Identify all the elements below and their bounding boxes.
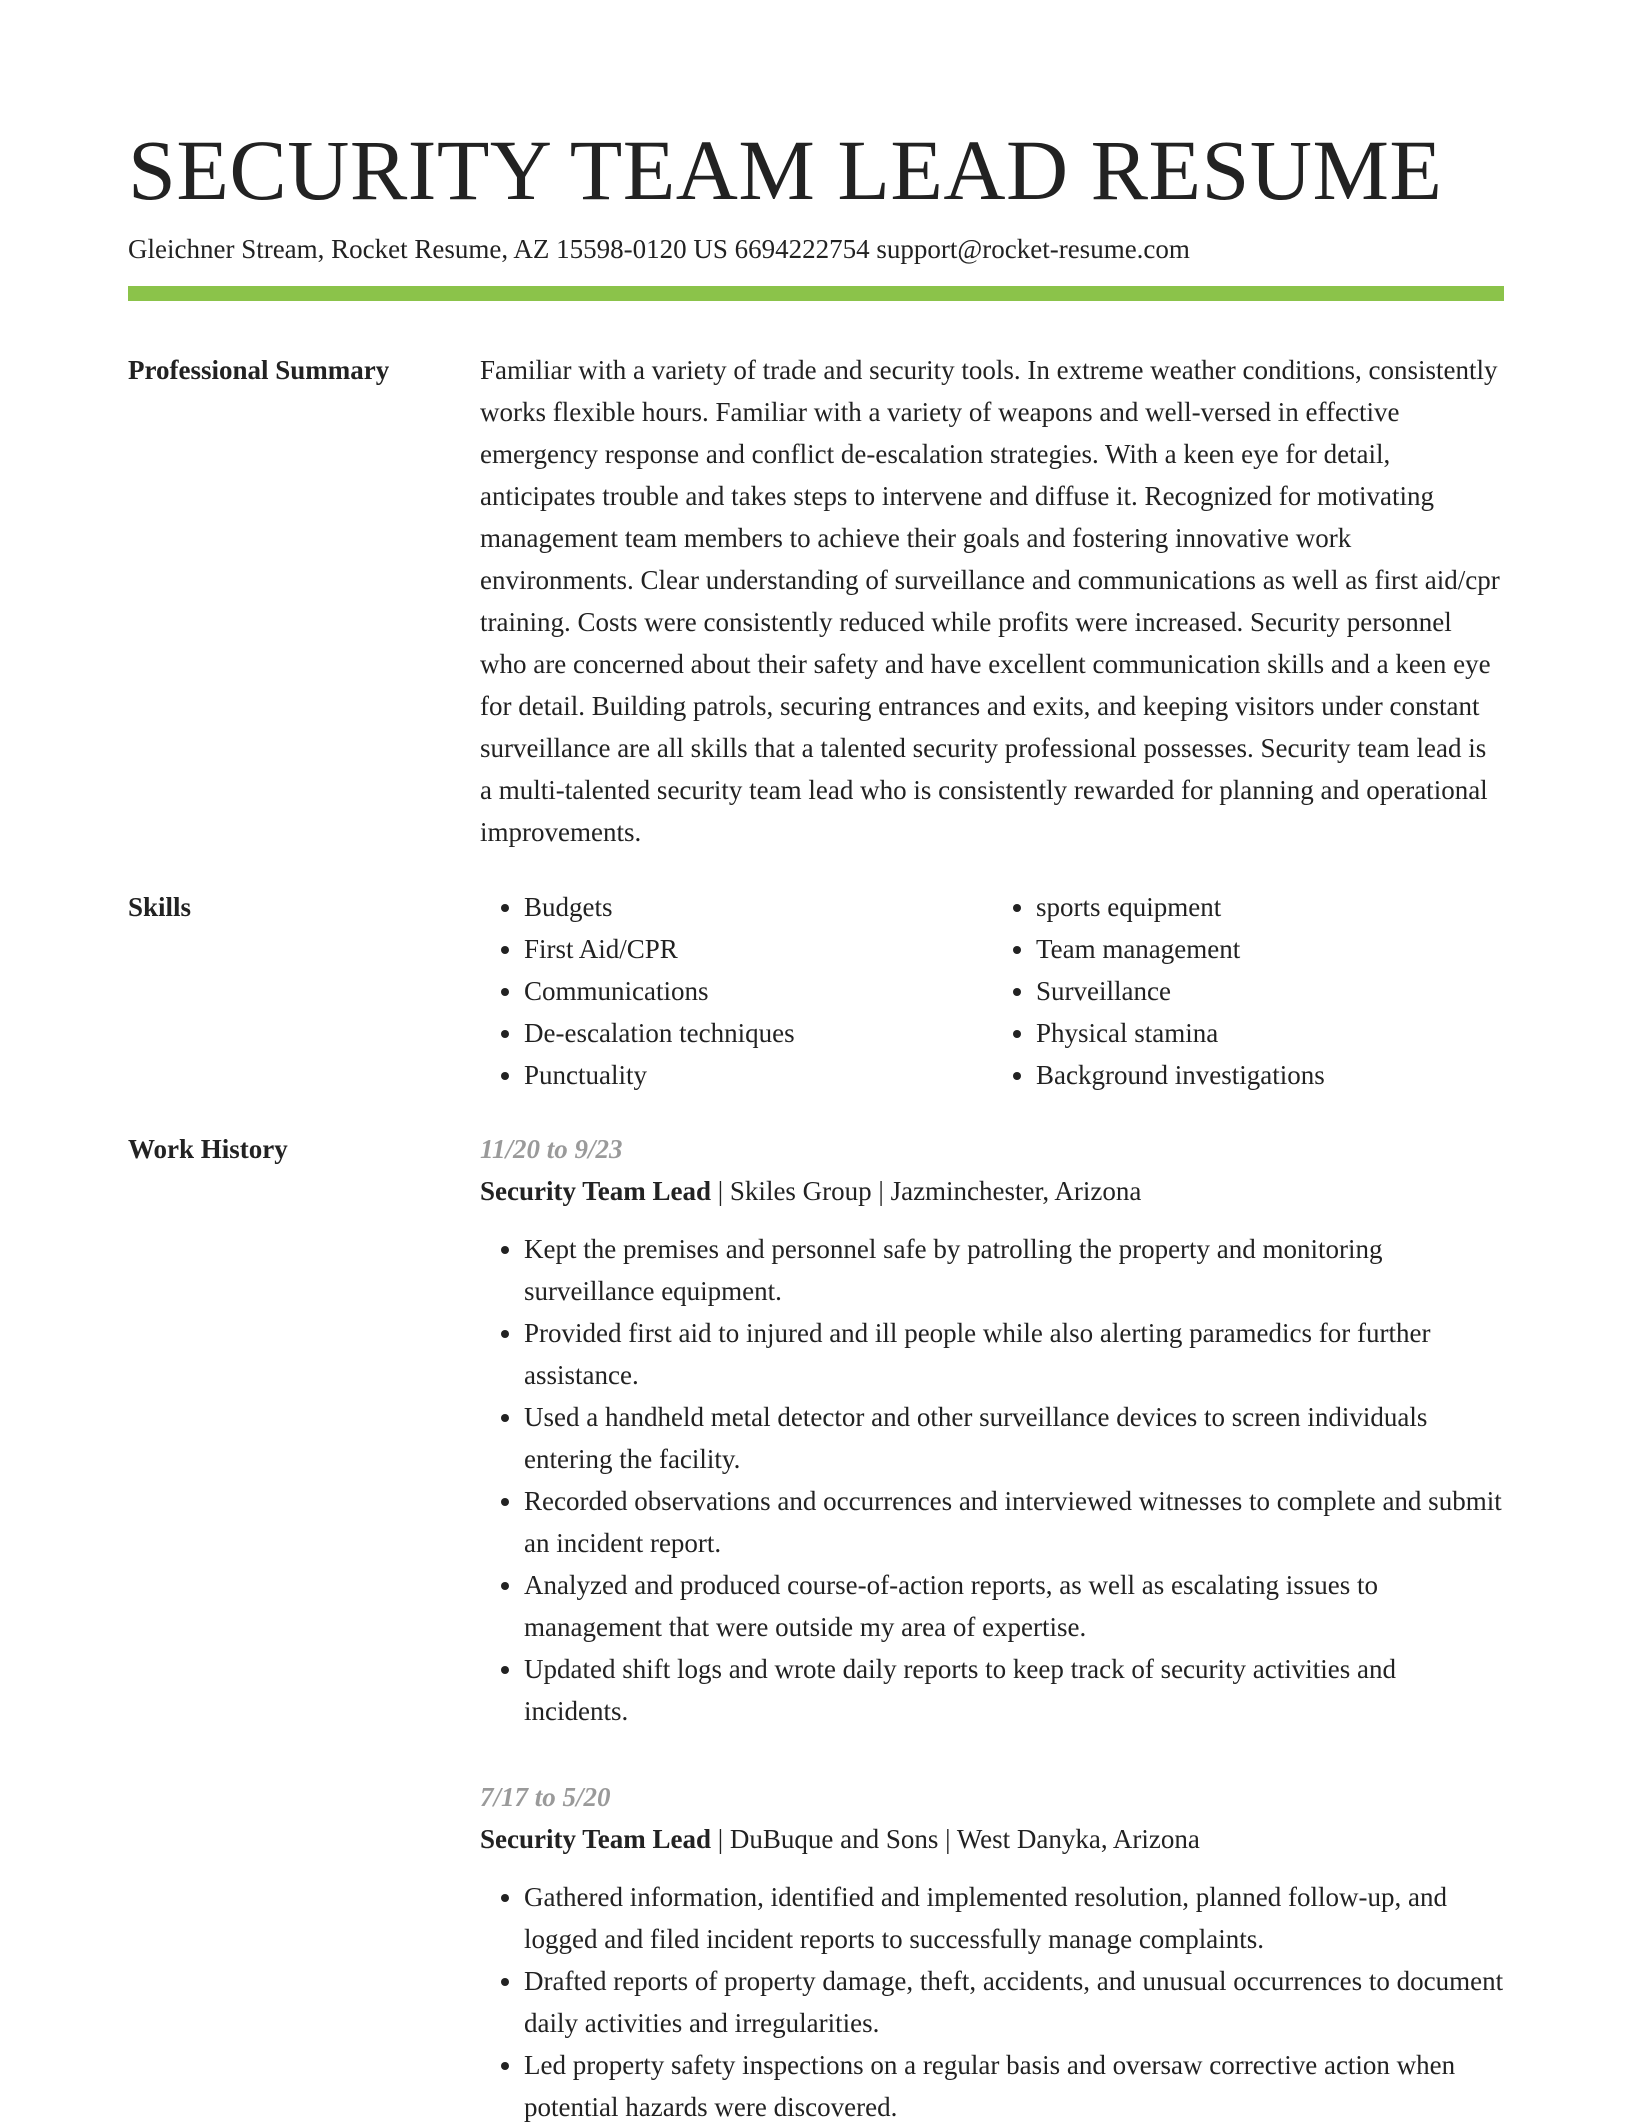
skills-list-left xyxy=(480,886,992,1096)
job-duty: • Used a handheld metal detector and other surveillance devices to screen individuals entering the facility. xyxy=(524,1396,1504,1480)
job-duty: • Drafted reports of property damage, theft, accidents, and unusual occurrences to document daily activities and irregularities. xyxy=(524,1960,1504,2044)
skill-item: • First Aid/CPR xyxy=(524,928,992,970)
job-title: Security Team Lead xyxy=(480,1824,712,1854)
job-heading xyxy=(480,1170,1504,1212)
work-history-body xyxy=(480,1128,1504,2128)
skill-item: • Budgets xyxy=(524,886,992,928)
skill-item: • Background investigations xyxy=(1036,1054,1504,1096)
job-duty: • Led property safety inspections on a regular basis and oversaw corrective action when potential hazards were discovered. xyxy=(524,2044,1504,2128)
job-employer-location: | DuBuque and Sons | West Danyka, Arizona xyxy=(711,1824,1200,1854)
job-duty: • Analyzed and produced course-of-action reports, as well as escalating issues to management that were outside my area of expertise. xyxy=(524,1564,1504,1648)
job-dates: 7/17 to 5/20 xyxy=(480,1782,611,1812)
resume-title: SECURITY TEAM LEAD RESUME xyxy=(128,122,1443,218)
contact-line: Gleichner Stream, Rocket Resume, AZ 15598-0120 US 6694222754 support@rocket-resume.com xyxy=(128,234,1190,264)
job-duties-list xyxy=(480,1228,1504,1732)
skills-body xyxy=(480,886,1504,1096)
accent-divider xyxy=(128,286,1504,301)
skills-list-right xyxy=(992,886,1504,1096)
job-duty: • Provided first aid to injured and ill people while also alerting paramedics for further assistance. xyxy=(524,1312,1504,1396)
job-entry xyxy=(480,1128,1504,1732)
skill-item: • Team management xyxy=(1036,928,1504,970)
job-dates: 11/20 to 9/23 xyxy=(480,1134,623,1164)
skill-item: • De-escalation techniques xyxy=(524,1012,992,1054)
job-duties-list xyxy=(480,1876,1504,2128)
skills-columns xyxy=(480,886,1504,1096)
summary-body xyxy=(480,349,1504,853)
job-employer-location: | Skiles Group | Jazminchester, Arizona xyxy=(711,1176,1142,1206)
job-duty: • Recorded observations and occurrences and interviewed witnesses to complete and submit an incident report. xyxy=(524,1480,1504,1564)
job-entry xyxy=(480,1776,1504,2128)
work-history-label: Work History xyxy=(128,1134,288,1164)
skill-item: • sports equipment xyxy=(1036,886,1504,928)
skill-item: • Communications xyxy=(524,970,992,1012)
job-title: Security Team Lead xyxy=(480,1176,712,1206)
job-duty: • Kept the premises and personnel safe by patrolling the property and monitoring surveillance equipment. xyxy=(524,1228,1504,1312)
job-duty: • Gathered information, identified and implemented resolution, planned follow-up, and logged and filed incident reports to successfully manage complaints. xyxy=(524,1876,1504,1960)
skills-label: Skills xyxy=(128,892,192,922)
job-heading xyxy=(480,1818,1504,1860)
skill-item: • Physical stamina xyxy=(1036,1012,1504,1054)
summary-label: Professional Summary xyxy=(128,355,390,385)
skill-item: • Surveillance xyxy=(1036,970,1504,1012)
skill-item: • Punctuality xyxy=(524,1054,992,1096)
summary-text: Familiar with a variety of trade and security tools. In extreme weather conditions, consistently works flexible hours. Familiar with a variety of weapons and well-versed in effective emergency response and conflict de-escalation strategies. With a keen eye for detail, anticipates trouble and takes steps to intervene and diffuse it. Recognized for motivating management team members to achieve their goals and fostering innovative work environments. Clear understanding of surveillance and communications as well as first aid/cpr training. Costs were consistently reduced while profits were increased. Security personnel who are concerned about their safety and have excellent communication skills and a keen eye for detail. Building patrols, securing entrances and exits, and keeping visitors under constant surveillance are all skills that a talented security professional possesses. Security team lead is a multi-talented security team lead who is consistently rewarded for planning and operational improvements. xyxy=(480,355,1500,847)
job-duty: • Updated shift logs and wrote daily reports to keep track of security activities and incidents. xyxy=(524,1648,1504,1732)
